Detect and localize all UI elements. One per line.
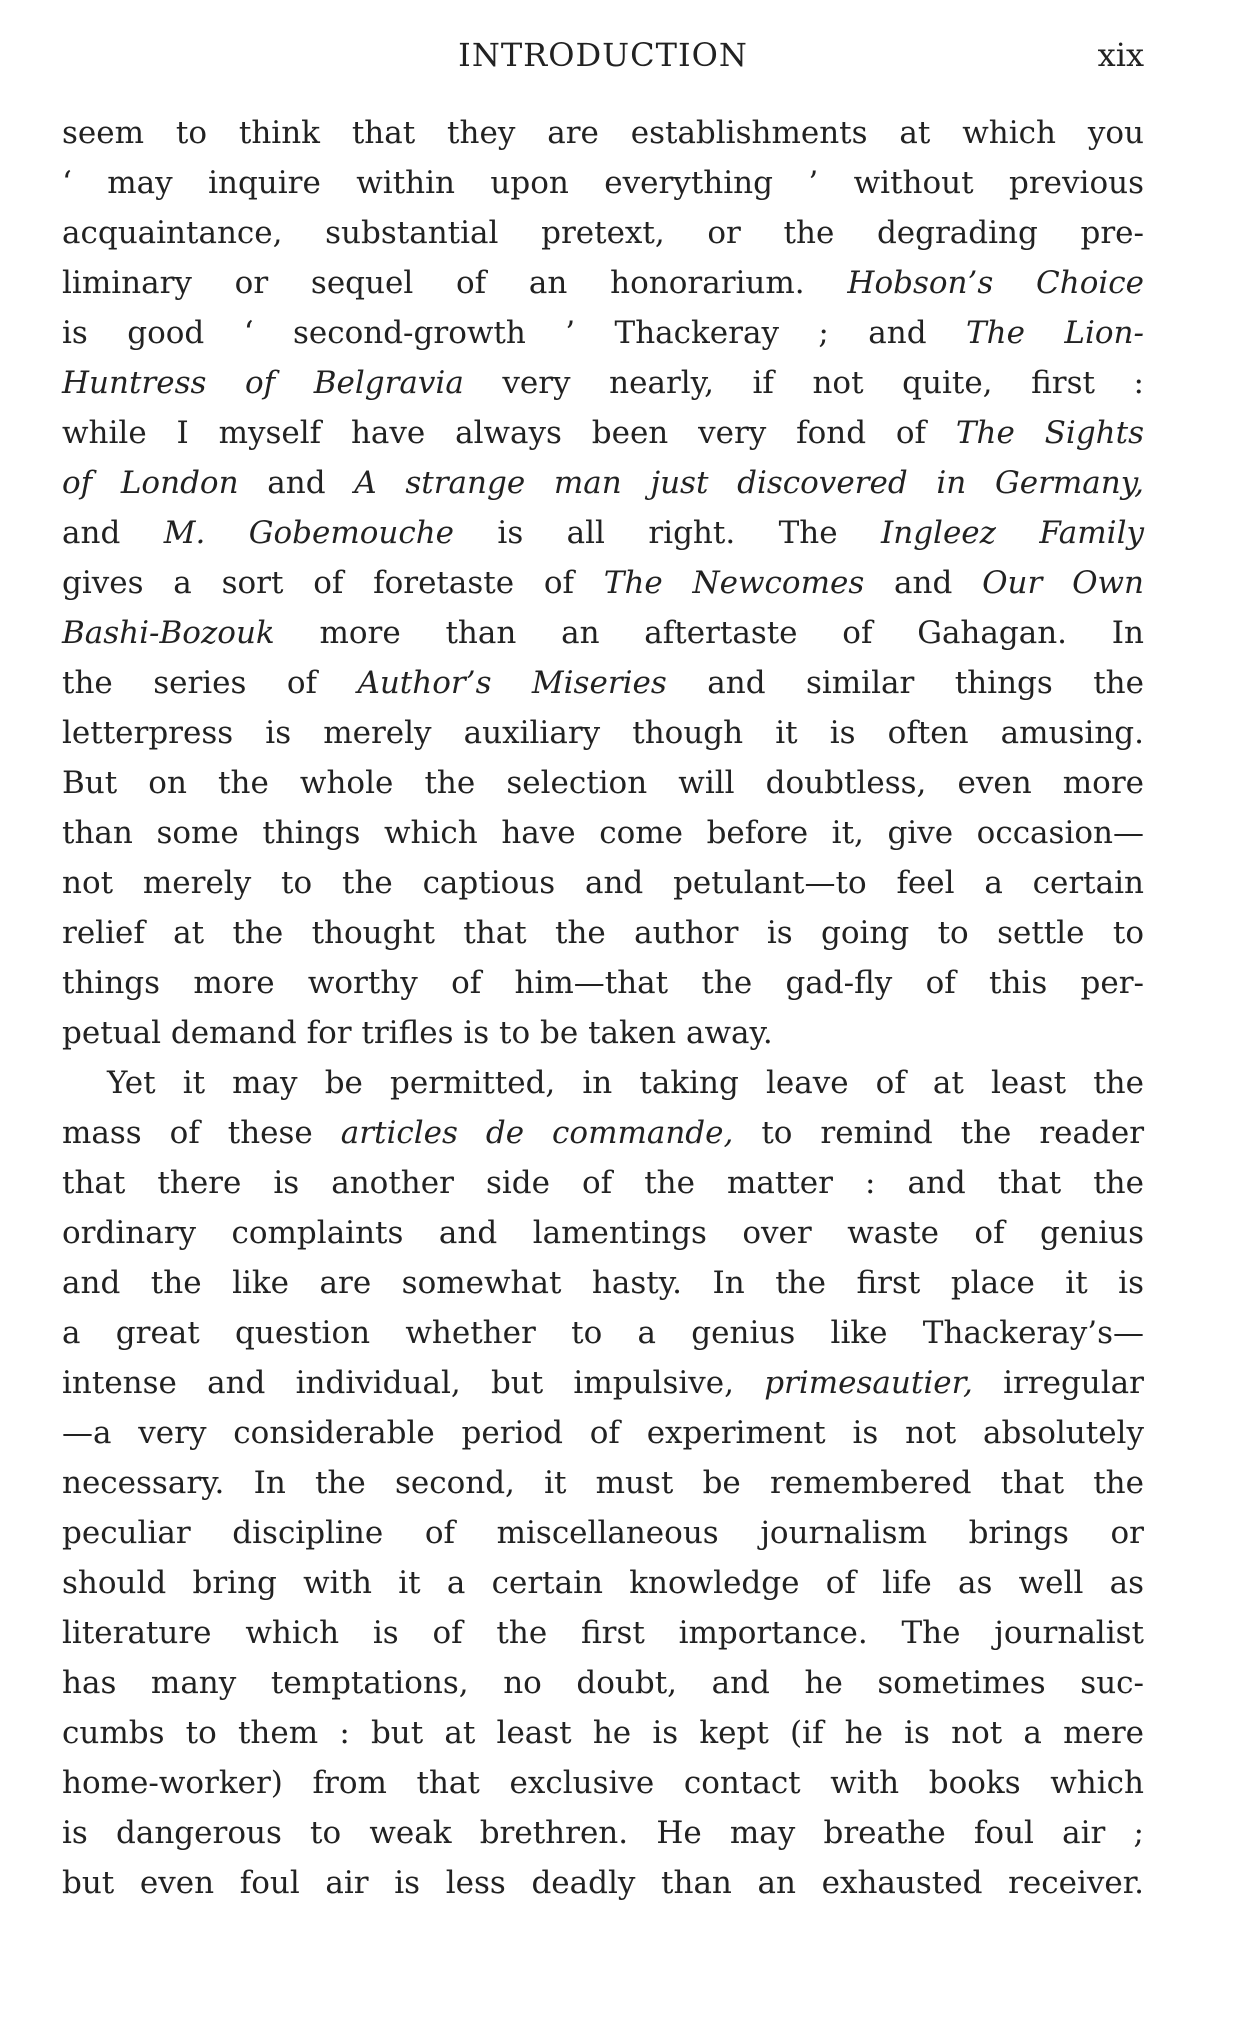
text-run: but even foul air is less deadly than an exhausted receiver. bbox=[62, 1865, 1144, 1901]
text-line bbox=[62, 1708, 1144, 1758]
italic-title-text: A strange man just discovered in Germany, bbox=[354, 465, 1144, 501]
text-run: relief at the thought that the author is going to settle to bbox=[62, 915, 1144, 951]
text-run: and the like are somewhat hasty. In the first place it is bbox=[62, 1265, 1144, 1301]
running-title: INTRODUCTION bbox=[458, 36, 748, 74]
text-line bbox=[62, 1608, 1144, 1658]
text-run: and bbox=[62, 515, 164, 551]
text-line bbox=[62, 1558, 1144, 1608]
italic-title-text: Author’s Miseries bbox=[357, 665, 667, 701]
text-run: ordinary complaints and lamentings over waste of genius bbox=[62, 1215, 1144, 1251]
text-line bbox=[62, 1308, 1144, 1358]
text-run: mass of these bbox=[62, 1115, 341, 1151]
italic-title-text: Hobson’s Choice bbox=[847, 265, 1144, 301]
text-run: ‘ may inquire within upon everything ’ without previous bbox=[62, 165, 1144, 201]
text-run: that there is another side of the matter : and that the bbox=[62, 1165, 1144, 1201]
text-line bbox=[62, 558, 1144, 608]
text-line bbox=[62, 1808, 1144, 1858]
text-run: peculiar discipline of miscellaneous journalism brings or bbox=[62, 1515, 1144, 1551]
text-run: gives a sort of foretaste of bbox=[62, 565, 604, 601]
text-line bbox=[62, 208, 1144, 258]
text-line bbox=[62, 1258, 1144, 1308]
text-line bbox=[62, 1208, 1144, 1258]
text-run: Yet it may be permitted, in taking leave of at least the bbox=[107, 1065, 1144, 1101]
text-run: irregular bbox=[972, 1365, 1144, 1401]
text-run: —a very considerable period of experiment is not absolutely bbox=[62, 1415, 1144, 1451]
text-line bbox=[62, 508, 1144, 558]
text-run: very nearly, if not quite, first : bbox=[463, 365, 1144, 401]
italic-title-text: primesautier, bbox=[764, 1365, 973, 1401]
page-number: xix bbox=[1097, 36, 1144, 74]
text-line bbox=[62, 1108, 1144, 1158]
text-run: But on the whole the selection will doubtless, even more bbox=[62, 765, 1144, 801]
text-run: intense and individual, but impulsive, bbox=[62, 1365, 765, 1401]
text-run: and bbox=[864, 565, 983, 601]
text-line bbox=[62, 708, 1144, 758]
text-line bbox=[62, 758, 1144, 808]
text-run: is good ‘ second-growth ’ Thackeray ; and bbox=[62, 315, 966, 351]
text-line bbox=[62, 1358, 1144, 1408]
italic-title-text: Huntress of Belgravia bbox=[62, 365, 464, 401]
text-line bbox=[62, 108, 1144, 158]
text-run: liminary or sequel of an honorarium. bbox=[62, 265, 848, 301]
italic-title-text: M. Gobemouche bbox=[163, 515, 455, 551]
text-line bbox=[62, 1458, 1144, 1508]
text-line bbox=[62, 808, 1144, 858]
text-run: seem to think that they are establishments at which you bbox=[62, 115, 1144, 151]
text-run: more than an aftertaste of Gahagan. In bbox=[274, 615, 1144, 651]
text-line bbox=[62, 1008, 1144, 1058]
text-run: should bring with it a certain knowledge of life as well as bbox=[62, 1565, 1144, 1601]
text-run: to remind the reader bbox=[733, 1115, 1145, 1151]
text-line bbox=[62, 908, 1144, 958]
text-line bbox=[62, 258, 1144, 308]
text-run: cumbs to them : but at least he is kept (if he is not a mere bbox=[62, 1715, 1144, 1751]
text-run: letterpress is merely auxiliary though it is often amusing. bbox=[62, 715, 1144, 751]
italic-title-text: The Sights bbox=[955, 415, 1145, 451]
text-line bbox=[62, 408, 1144, 458]
text-run: petual demand for trifles is to be taken away. bbox=[62, 1015, 773, 1051]
text-run: acquaintance, substantial pretext, or the degrading pre- bbox=[62, 215, 1144, 251]
text-line bbox=[62, 308, 1144, 358]
text-line bbox=[62, 358, 1144, 408]
text-run: a great question whether to a genius like Thackeray’s— bbox=[62, 1315, 1144, 1351]
text-run: and bbox=[238, 465, 355, 501]
text-line bbox=[62, 608, 1144, 658]
text-run: not merely to the captious and petulant—to feel a certain bbox=[62, 865, 1144, 901]
text-line bbox=[62, 1858, 1144, 1908]
text-line bbox=[62, 658, 1144, 708]
italic-title-text: The Newcomes bbox=[603, 565, 865, 601]
text-line bbox=[62, 1758, 1144, 1808]
italic-title-text: of London bbox=[62, 465, 239, 501]
text-line bbox=[62, 858, 1144, 908]
italic-title-text: Our Own bbox=[982, 565, 1144, 601]
text-line bbox=[62, 1408, 1144, 1458]
text-line bbox=[62, 158, 1144, 208]
text-run: and similar things the bbox=[666, 665, 1144, 701]
italic-title-text: articles de commande, bbox=[340, 1115, 734, 1151]
text-run: necessary. In the second, it must be remembered that the bbox=[62, 1465, 1144, 1501]
text-run: the series of bbox=[62, 665, 358, 701]
running-head bbox=[62, 30, 1144, 80]
text-line bbox=[62, 458, 1144, 508]
text-run: literature which is of the first importance. The journalist bbox=[62, 1615, 1144, 1651]
text-run: is dangerous to weak brethren. He may breathe foul air ; bbox=[62, 1815, 1144, 1851]
text-run: than some things which have come before it, give occasion— bbox=[62, 815, 1144, 851]
text-line bbox=[62, 1158, 1144, 1208]
text-run: while I myself have always been very fond of bbox=[62, 415, 956, 451]
text-line bbox=[62, 958, 1144, 1008]
text-run: home-worker) from that exclusive contact with books which bbox=[62, 1765, 1144, 1801]
text-line bbox=[62, 1508, 1144, 1558]
italic-title-text: Bashi-Bozouk bbox=[62, 615, 275, 651]
text-run: has many temptations, no doubt, and he sometimes suc- bbox=[62, 1665, 1144, 1701]
text-line bbox=[62, 1058, 1144, 1108]
italic-title-text: Ingleez Family bbox=[880, 515, 1144, 551]
body-text bbox=[62, 108, 1144, 1908]
italic-title-text: The Lion- bbox=[965, 315, 1144, 351]
text-line bbox=[62, 1658, 1144, 1708]
text-run: things more worthy of him—that the gad-fly of this per- bbox=[62, 965, 1144, 1001]
text-run: is all right. The bbox=[454, 515, 881, 551]
